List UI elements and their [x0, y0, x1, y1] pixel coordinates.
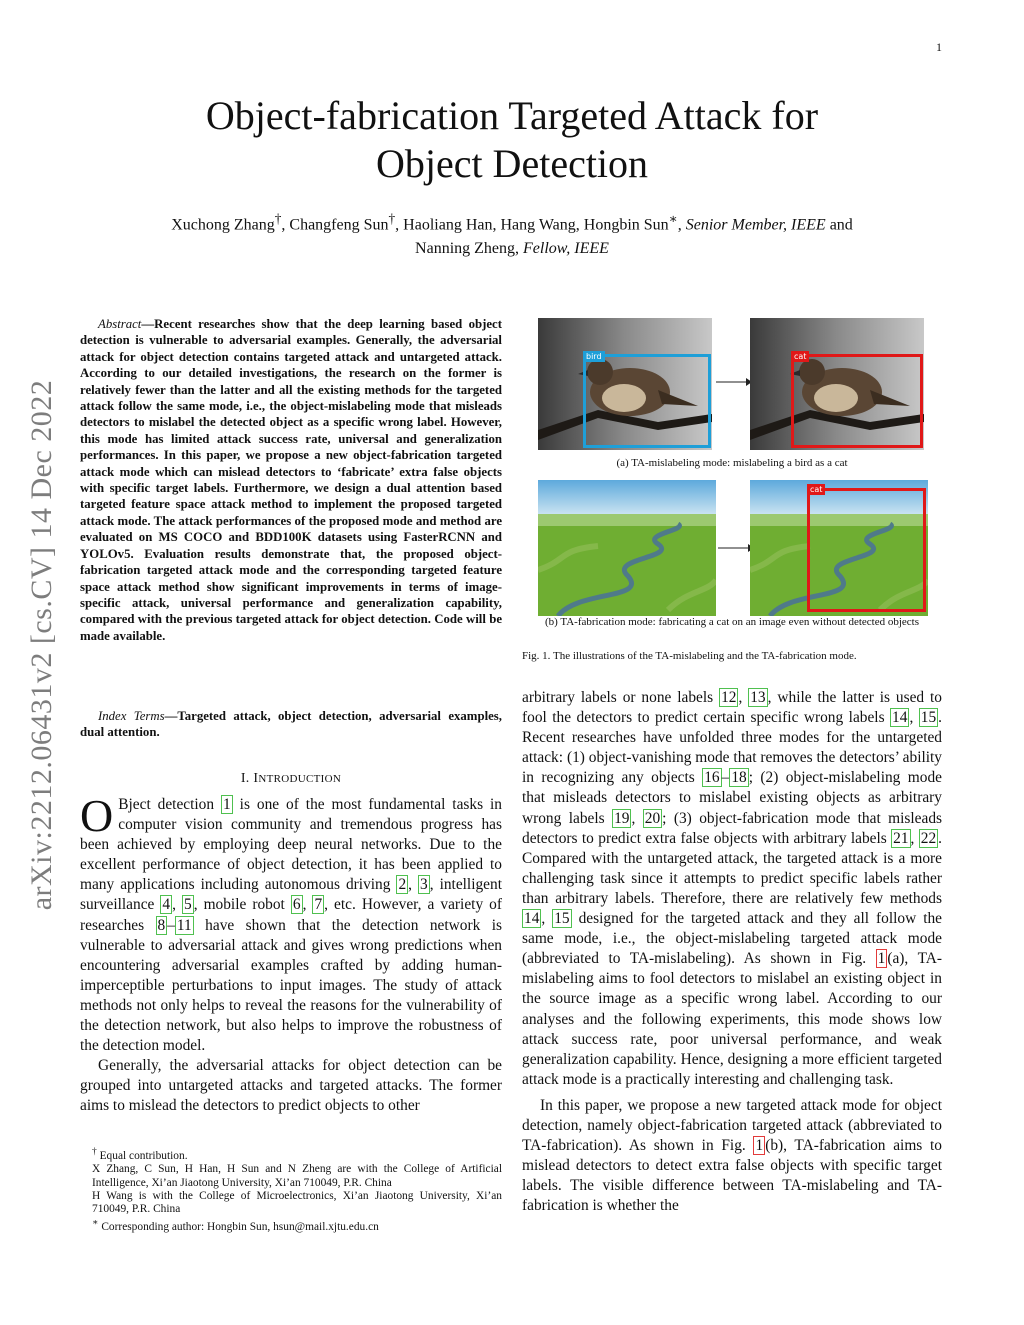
citation-link[interactable]: 14: [892, 709, 908, 727]
cat-bounding-box: [791, 354, 923, 448]
citation-link[interactable]: 11: [176, 916, 192, 934]
citation-link[interactable]: 4: [162, 896, 171, 914]
index-terms-label: Index Terms: [98, 709, 165, 723]
figure-1-caption: Fig. 1. The illustrations of the TA-mislabeling and the TA-fabrication mode.: [522, 650, 857, 662]
index-terms-text: —Targeted attack, object detection, adversarial examples, dual attention.: [80, 709, 502, 740]
fabricated-cat-label: cat: [807, 484, 825, 495]
dagger-mark: †: [274, 211, 282, 226]
paper-title: [120, 92, 904, 188]
abstract-text: —Recent researches show that the deep learning based object detection is vulnerable to adversarial examples. Generally, the adversarial attack for object detection contains targeted attack and untargeted attack. According to our detailed investigations, the research on the former is relatively fewer than the latter and all the existing methods for the targeted attack follow the same mode, i.e., the object-mislabeling mode that misleads detectors to mislabel the detected object as a specific wrong label. However, this mode has limited attack success rate, universal and generalization performances. In this paper, we propose a new object-fabrication targeted attack mode which can mislead detectors to ‘fabricate’ extra false objects with specific target labels. Furthermore, we design a dual attention based targeted feature space attack method to implement the proposed targeted attack mode. The attack performances of the proposed mode and method are evaluated on MS COCO and BDD100K datasets using FasterRCNN and YOLOv5. Evaluation results demonstrate that, the proposed object-fabrication targeted attack mode and the corresponding targeted feature space attack method show significant improvements in terms of image-specific attack, universal performance and generalization capability, compared with the previous targeted attack for object detection. Code will be made available.: [80, 317, 502, 643]
footnote-affiliation-1: X Zhang, C Sun, H Han, H Sun and N Zheng are with the College of Artificial Intelligence, Xi’an Jiaotong University, Xi’an 710049, P.R. China: [92, 1163, 502, 1189]
citation-link[interactable]: 8: [157, 916, 166, 934]
citation-link[interactable]: 19: [614, 809, 630, 827]
footnote-equal-contribution: † Equal contribution.: [92, 1147, 188, 1162]
landscape-adversarial-image: [750, 480, 928, 616]
citation-link[interactable]: 12: [721, 689, 737, 706]
author-line-1: [100, 207, 924, 237]
footnotes: [80, 1146, 502, 1234]
bird-adversarial-image: [750, 318, 924, 450]
footnote-affiliation-2: H Wang is with the College of Microelectronics, Xi’an Jiaotong University, Xi’an 710049, P.R. China: [92, 1190, 502, 1216]
citation-link[interactable]: 18: [731, 769, 747, 787]
author-text: Xuchong Zhang: [171, 216, 275, 234]
figure-reference-link[interactable]: 1: [755, 1137, 764, 1155]
arrow-right-icon: [718, 543, 754, 553]
star-mark: ∗: [668, 211, 678, 226]
citation-link[interactable]: 22: [920, 829, 937, 847]
section-title-rest: NTRODUCTION: [258, 773, 342, 785]
author-line-2: [100, 237, 924, 261]
abstract: [80, 316, 502, 644]
index-terms: [80, 708, 502, 741]
cat-detection-label: cat: [791, 351, 809, 362]
citation-link[interactable]: 20: [644, 809, 661, 827]
citation-link[interactable]: 13: [750, 689, 766, 706]
citation-link[interactable]: 21: [893, 829, 909, 847]
footnote-corresponding: ∗ Corresponding author: Hongbin Sun, hsun@mail.xjtu.edu.cn: [92, 1217, 379, 1233]
dagger-mark: †: [388, 211, 396, 226]
author-text: ,: [677, 216, 686, 234]
author-list: [100, 207, 924, 261]
intro-paragraph-1: O Bject detection 1 is one of the most fundamental tasks in computer vision community and tremendous progress has been achieved by employing deep neural networks. Due to the excellent performance of object detection, it has been applied to many applications including autonomous driving 2 , 3 , intelligent surveillance 4 , 5 , mobile robot 6 , 7 , etc. However, a variety of researches 8 – 11 have shown that the detection network is vulnerable to adversarial attack and gives wrong predictions when encountering adversarial examples crafted by adding human-imperceptible perturbations to input images. The study of attack methods not only helps to reveal the reasons for the vulnerability of the detection network, but also helps to improve the robustness of the detection model.: [80, 790, 502, 1055]
arrow-right-icon: [716, 377, 752, 387]
landscape-source-image: [538, 480, 716, 616]
citation-link[interactable]: 15: [920, 709, 937, 727]
citation-link[interactable]: 7: [314, 896, 323, 914]
section-number: I.: [240, 771, 250, 786]
author-text: Nanning Zheng,: [415, 240, 524, 258]
author-grade: Fellow, IEEE: [523, 240, 609, 258]
citation-link[interactable]: 6: [292, 896, 301, 914]
figure-1: [522, 316, 942, 646]
citation-link[interactable]: 5: [183, 896, 192, 914]
abstract-label: Abstract: [98, 317, 142, 331]
arxiv-identifier-stamp: [22, 350, 62, 940]
citation-link[interactable]: 16: [704, 769, 720, 787]
bird-source-image: [538, 318, 712, 450]
citation-link[interactable]: 1: [223, 796, 231, 813]
section-title-initial: I: [253, 771, 259, 786]
author-text: , Haoliang Han, Hang Wang, Hongbin Sun: [395, 216, 669, 234]
fabricated-cat-bounding-box: [807, 488, 926, 612]
intro-paragraph-2: Generally, the adversarial attacks for object detection can be grouped into untargeted attacks and targeted attacks. The former aims to mislead the detectors to predict objects to other: [80, 1057, 502, 1115]
author-text: , Changfeng Sun: [281, 216, 389, 234]
subcaption-a: (a) TA-mislabeling mode: mislabeling a bird as a cat: [616, 457, 848, 469]
title-line-2: Object Detection: [375, 141, 649, 186]
subcaption-b: (b) TA-fabrication mode: fabricating a cat on an image even without detected objects: [545, 616, 919, 628]
landscape-photo: [538, 480, 716, 616]
citation-link[interactable]: 14: [524, 910, 540, 928]
section-heading: [80, 771, 502, 787]
bird-bounding-box: [583, 354, 711, 448]
page-number: 1: [936, 40, 942, 54]
citation-link[interactable]: 2: [398, 876, 407, 894]
author-grade: Senior Member, IEEE: [685, 216, 826, 234]
right-column-body: [522, 688, 942, 1216]
citation-link[interactable]: 3: [420, 876, 428, 894]
drop-cap: O: [80, 790, 114, 841]
right-paragraph-2: In this paper, we propose a new targeted attack mode for object detection, namely object-fabrication targeted attack (abbreviated to TA-fabrication). As shown in Fig. 1 (b), TA-fabrication aims to mislead detectors to detect extra false objects with specific target labels. The visible difference between TA-mislabeling and TA-fabrication is whether the: [522, 1096, 942, 1215]
citation-link[interactable]: 15: [554, 910, 570, 928]
introduction-body: [80, 790, 502, 1117]
author-text: and: [825, 216, 853, 234]
bird-detection-label: bird: [583, 351, 605, 362]
title-line-1: Object-fabrication Targeted Attack for: [205, 93, 819, 138]
right-paragraph-1: arbitrary labels or none labels 12 , 13 , while the latter is used to fool the detectors to predict certain specific wrong labels 14 , 15 . Recent researches have unfolded three modes for the untargeted attack: (1) object-vanishing mode that removes the detectors’ ability in recognizing any objects 16 – 18 ; (2) object-mislabeling mode that misleads detectors to mislabel existing objects as arbitrary wrong labels 19 , 20 ; (3) object-fabrication mode that misleads detectors to predict extra false objects with arbitrary labels 21 , 22 . Compared with the untargeted attack, the targeted attack is a more challenging task since it attempts to predict specific labels rather than arbitrary labels. Therefore, there are relatively few methods 14 , 15 designed for the targeted attack and they all follow the same mode, i.e., the object-mislabeling targeted attack mode (abbreviated to TA-mislabeling). As shown in Fig. 1 (a), TA-mislabeling aims to fool detectors to mislabel an existing object in the source image as a specific wrong label. According to our analyses and the following experiments, this mode shows low attack success rate, poor universal performance, and weak generalization capability. Hence, designing a more efficient targeted attack mode is a practically interesting and challenging task.: [522, 689, 943, 1088]
arxiv-identifier-text: arXiv:2212.06431v2 [cs.CV] 14 Dec 2022: [25, 379, 58, 911]
figure-reference-link[interactable]: 1: [877, 950, 886, 968]
